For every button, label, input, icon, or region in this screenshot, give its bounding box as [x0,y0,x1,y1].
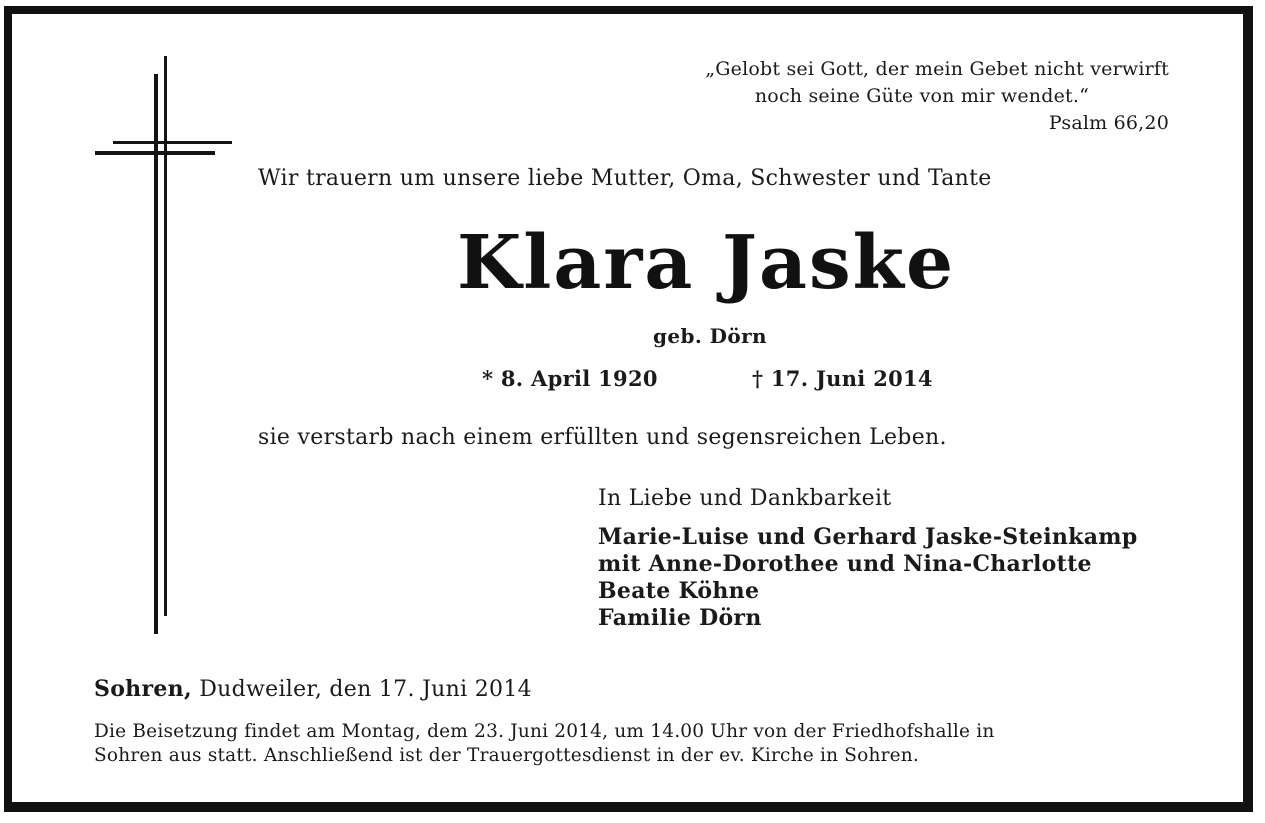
funeral-notice [94,720,994,768]
place-date-rest: Dudweiler, den 17. Juni 2014 [191,677,532,702]
place-name: Sohren, [94,676,192,702]
birth-date: * 8. April 1920 [482,366,658,391]
deceased-name: Klara Jaske [456,220,956,306]
mourner-line: Marie-Luise und Gerhard Jaske-Steinkamp [598,524,1138,550]
gratitude-line: In Liebe und Dankbarkeit [598,486,892,511]
quote-line-2: noch seine Güte von mir wendet.“ [754,85,1089,107]
funeral-line-1: Die Beisetzung findet am Montag, dem 23. Juni 2014, um 14.00 Uhr von der Friedhofshalle in [94,721,995,742]
mourner-line: Familie Dörn [598,605,762,631]
death-date: † 17. Juni 2014 [752,366,933,391]
place-and-date [94,676,532,702]
life-statement: sie verstarb nach einem erfüllten und segensreichen Leben. [258,425,947,450]
mourner-line: Beate Köhne [598,578,760,604]
bible-quote [705,56,1169,110]
mourning-intro: Wir trauern um unsere liebe Mutter, Oma, Schwester und Tante [258,166,992,191]
funeral-line-2: Sohren aus statt. Anschließend ist der Trauergottesdienst in der ev. Kirche in Sohren. [94,745,919,766]
maiden-name: geb. Dörn [653,324,767,348]
mourners-list [598,524,1138,632]
quote-source: Psalm 66,20 [1048,112,1169,134]
quote-line-1: „Gelobt sei Gott, der mein Gebet nicht verwirft [705,58,1169,80]
mourner-line: mit Anne-Dorothee und Nina-Charlotte [598,551,1092,577]
